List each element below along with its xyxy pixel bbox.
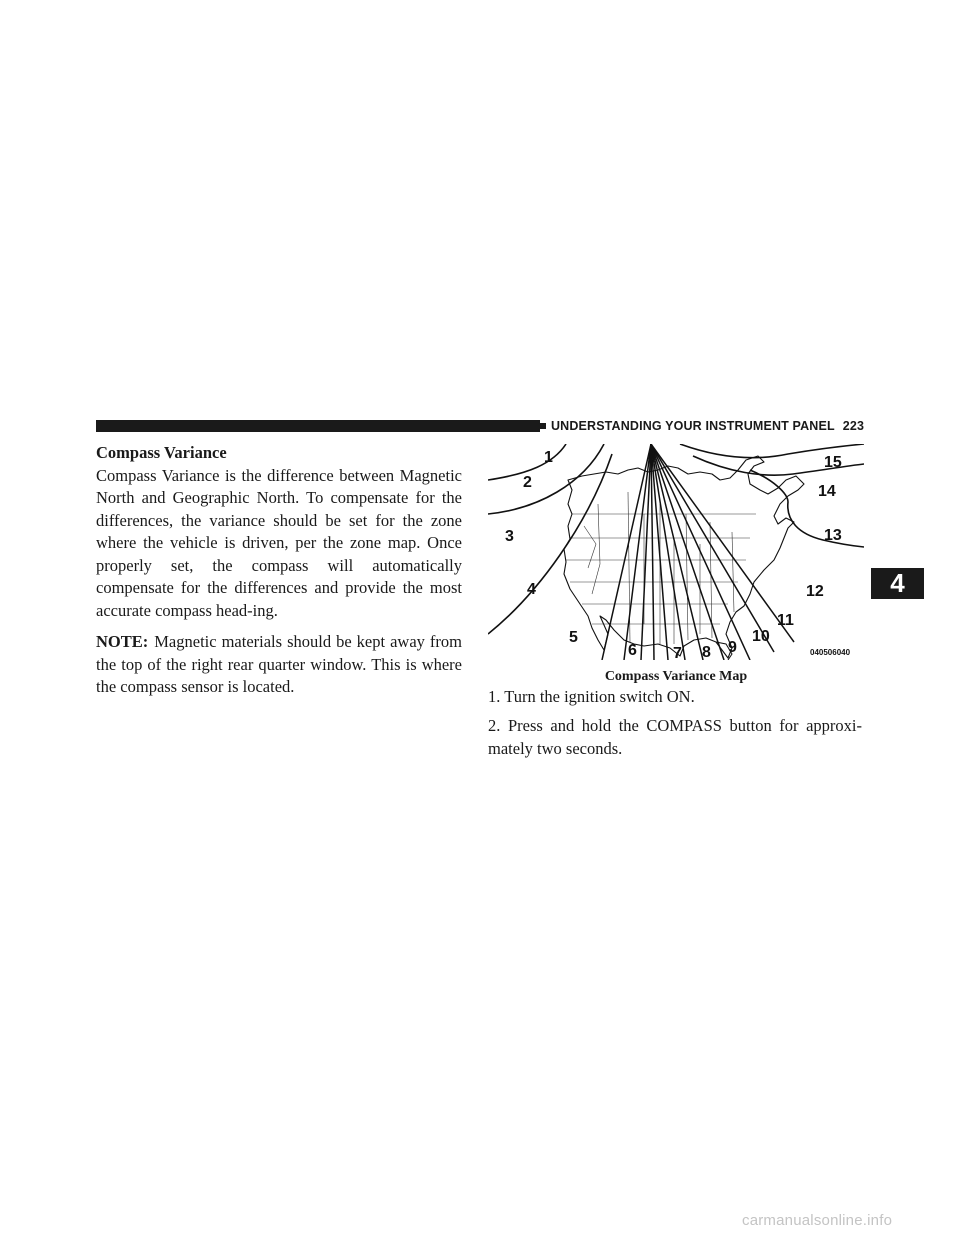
running-header [551, 419, 864, 433]
zone-label-8: 8 [702, 644, 711, 660]
zone-label-9: 9 [728, 639, 737, 656]
note-label: NOTE: [96, 632, 149, 651]
section-heading: Compass Variance [96, 443, 227, 462]
zone-label-12: 12 [806, 583, 824, 600]
zone-label-11: 11 [777, 612, 794, 629]
page-number: 223 [842, 419, 865, 433]
step-2: 2. Press and hold the COMPASS button for approxi-mately two seconds. [488, 716, 862, 758]
header-rule-end [540, 423, 546, 429]
map-caption: Compass Variance Map [604, 669, 748, 684]
zone-label-5: 5 [569, 629, 578, 646]
zone-label-3: 3 [505, 528, 514, 545]
figure-code: 040506040 [810, 648, 851, 657]
zone-label-10: 10 [752, 628, 770, 645]
zone-label-14: 14 [818, 483, 836, 500]
left-column [96, 442, 462, 699]
zone-label-2: 2 [523, 474, 532, 491]
site-watermark: carmanualsonline.info [742, 1212, 893, 1229]
body-paragraph: Compass Variance is the difference between Magnetic North and Geographic North. To compensate for the differences, the variance should be set for the zone where the vehicle is driven, per the zone map. Once properly set, the compass will automatically compensate for the differences and provide the most accurate compass head-ing. [96, 465, 462, 620]
compass-variance-map [488, 444, 864, 660]
chapter-tab: 4 [871, 568, 924, 599]
zone-label-15: 15 [824, 454, 842, 471]
zone-label-1: 1 [544, 449, 553, 466]
step-1: 1. Turn the ignition switch ON. [488, 687, 695, 706]
header-rule [96, 420, 540, 432]
zone-label-13: 13 [824, 527, 842, 544]
note-text: Magnetic materials should be kept away from the top of the right rear quarter window. This is where the compass sensor is located. [96, 632, 462, 696]
section-title: UNDERSTANDING YOUR INSTRUMENT PANEL [551, 419, 835, 433]
zone-label-6: 6 [628, 642, 637, 659]
zone-label-4: 4 [527, 581, 536, 598]
zone-label-7: 7 [673, 645, 682, 660]
note-paragraph [96, 631, 462, 699]
